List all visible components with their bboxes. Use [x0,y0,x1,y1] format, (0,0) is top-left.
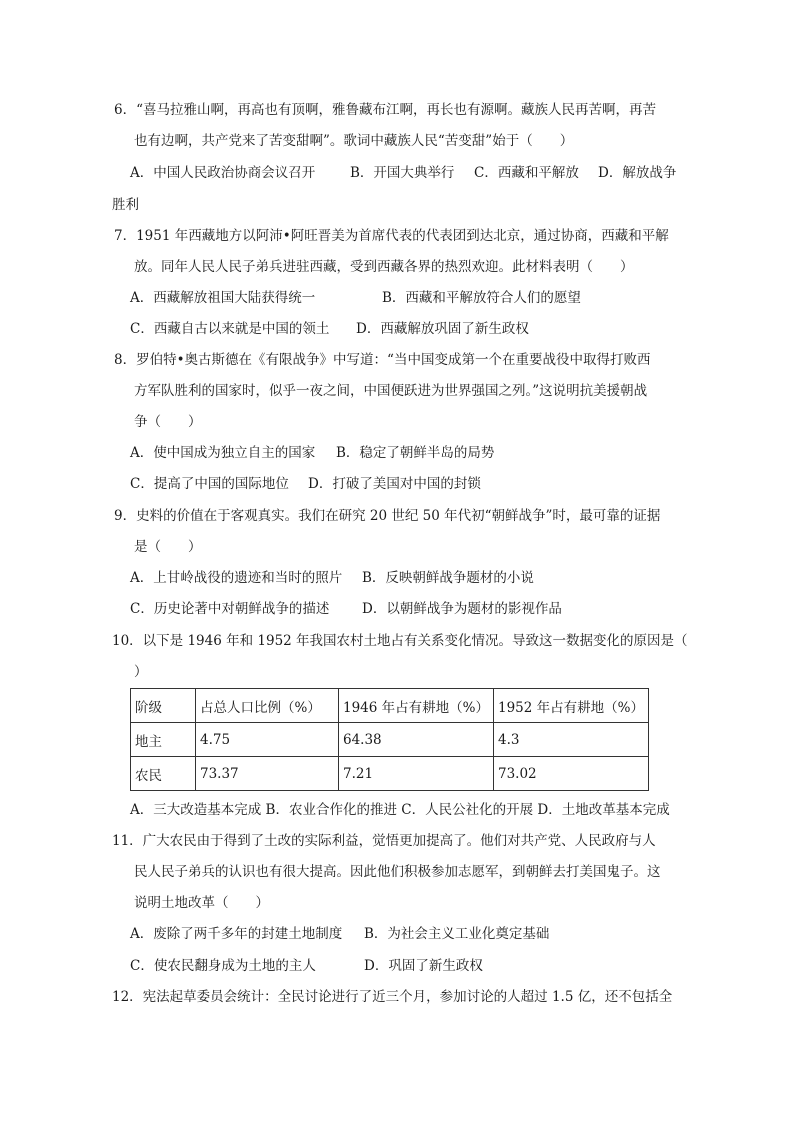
q11-line-1: 11．广大农民由于得到了土改的实际利益，觉悟更加提高了。他们对共产党、人民政府与人 [112,833,656,849]
q11-option-c: C．使农民翻身成为土地的主人 [130,958,316,974]
q9-option-b: B．反映朝鲜战争题材的小说 [362,570,534,586]
q8-option-b: B．稳定了朝鲜半岛的局势 [336,445,495,461]
q8-options-row-1 [130,443,494,463]
q10-options: A．三大改造基本完成 B．农业合作化的推进 C．人民公社化的开展 D．土地改革基本完成 [130,802,670,818]
q6-options [130,163,676,183]
table-header-cell: 阶级 [131,689,196,723]
q9-option-c: C．历史论著中对朝鲜战争的描述 [130,601,330,617]
q11-line-3: 说明土地改革（ ） [134,895,269,911]
q8-line-1: 8．罗伯特•奥古斯德在《有限战争》中写道：“当中国变成第一个在重要战役中取得打败西 [114,352,651,368]
q11-option-b: B．为社会主义工业化奠定基础 [364,926,550,942]
q7-option-c: C．西藏自古以来就是中国的领土 [130,321,330,337]
table-header-cell: 1952 年占有耕地（%） [494,689,649,723]
table-cell: 73.02 [494,757,649,791]
q11-option-d: D．巩固了新生政权 [364,958,483,974]
table-cell: 4.75 [196,723,339,757]
table-cell: 地主 [131,723,196,757]
q11-line-2: 民人民子弟兵的认识也有很大提高。因此他们积极参加志愿军，到朝鲜去打美国鬼子。这 [134,864,661,880]
table-cell: 64.38 [339,723,494,757]
table-row [131,723,649,757]
q6-option-a: A．中国人民政治协商会议召开 [130,165,316,181]
q9-line-1: 9．史料的价值在于客观真实。我们在研究 20 世纪 50 年代初“朝鲜战争”时，最可靠的证据 [114,508,661,524]
table-cell: 4.3 [494,723,649,757]
q12-line-1: 12．宪法起草委员会统计：全民讨论进行了近三个月，参加讨论的人超过 1.5 亿，还不包括全 [112,989,673,1005]
table-cell: 73.37 [196,757,339,791]
q6-line-2: 也有边啊，共产党来了苦变甜啊”。歌词中藏族人民“苦变甜”始于（ ） [134,133,574,149]
q6-option-c: C．西藏和平解放 [474,165,579,181]
table-header-row [131,689,649,723]
q8-options-row-2 [130,474,481,494]
q8-option-a: A．使中国成为独立自主的国家 [130,445,316,461]
q11-option-a: A．废除了两千多年的封建土地制度 [130,926,343,942]
q11-options-row-1 [130,924,549,944]
q8-line-2: 方军队胜利的国家时，似乎一夜之间，中国便跃进为世界强国之列。”这说明抗美援朝战 [134,383,648,399]
q7-option-a: A．西藏解放祖国大陆获得统一 [130,290,316,306]
q8-line-3: 争（ ） [134,414,202,430]
q6-option-b: B．开国大典举行 [350,165,455,181]
table-cell: 7.21 [339,757,494,791]
table-cell: 农民 [131,757,196,791]
q9-option-d: D．以朝鲜战争为题材的影视作品 [362,601,562,617]
q8-option-c: C．提高了中国的国际地位 [130,476,289,492]
q9-option-a: A．上甘岭战役的遗迹和当时的照片 [130,570,343,586]
land-ownership-table [130,688,649,791]
q8-option-d: D．打破了美国对中国的封锁 [308,476,481,492]
q7-option-d: D．西藏解放巩固了新生政权 [356,321,529,337]
table-row [131,757,649,791]
q9-options-row-2 [130,599,562,619]
q6-line-1: 6．“喜马拉雅山啊，再高也有顶啊，雅鲁藏布江啊，再长也有源啊。藏族人民再苦啊，再苦 [114,102,656,118]
q7-line-2: 放。同年人民人民子弟兵进驻西藏，受到西藏各界的热烈欢迎。此材料表明（ ） [134,259,634,275]
q6-option-d: D．解放战争 [598,165,677,181]
q7-options-row-1 [130,288,581,308]
q9-line-2: 是（ ） [134,539,202,555]
q10-line-2: ） [134,664,148,680]
q6-option-d-tail: 胜利 [112,197,139,213]
q7-options-row-2 [130,319,529,339]
q11-options-row-2 [130,956,483,976]
q7-option-b: B．西藏和平解放符合人们的愿望 [382,290,581,306]
q10-line-1: 10．以下是 1946 年和 1952 年我国农村土地占有关系变化情况。导致这一数据变化的原因是（ [112,633,688,649]
table-header-cell: 占总人口比例（%） [196,689,339,723]
table-header-cell: 1946 年占有耕地（%） [339,689,494,723]
q9-options-row-1 [130,568,534,588]
q7-line-1: 7．1951 年西藏地方以阿沛•阿旺晋美为首席代表的代表团到达北京，通过协商，西藏和平解 [114,228,669,244]
